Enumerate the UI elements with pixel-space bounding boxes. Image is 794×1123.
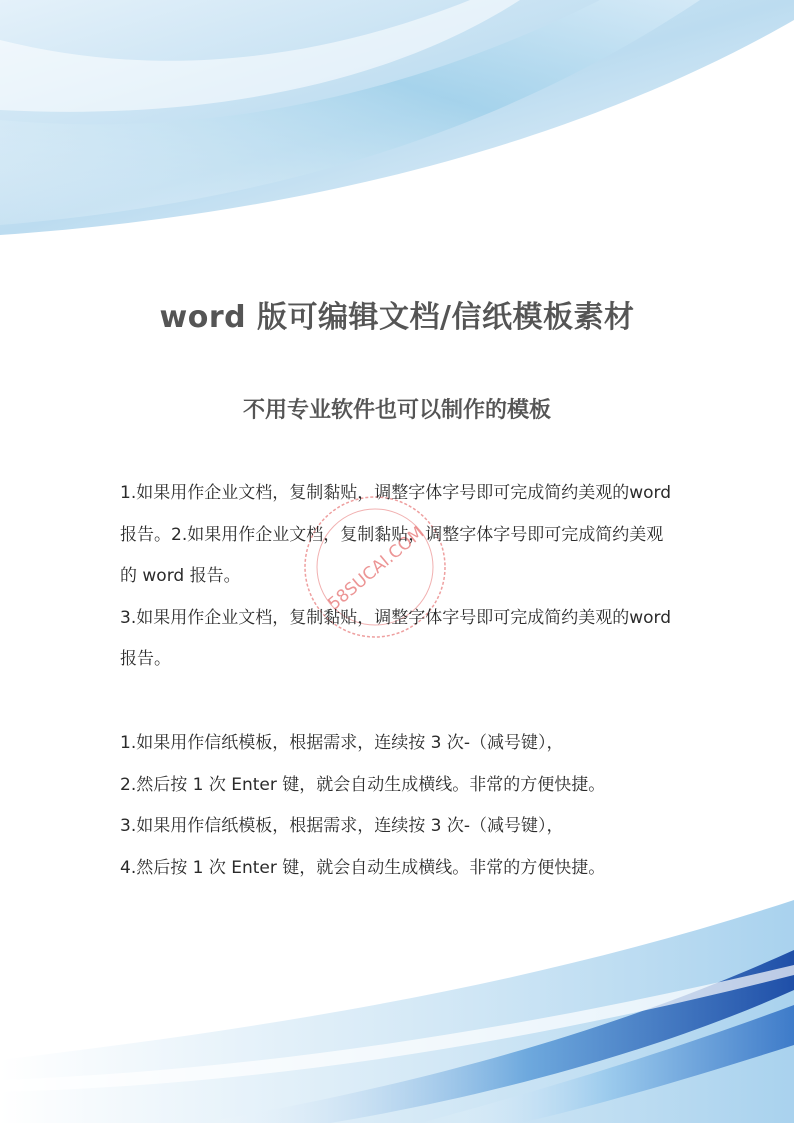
document-title: word 版可编辑文档/信纸模板素材 — [159, 300, 635, 335]
paragraph: 3.如果用作信纸模板，根据需求，连续按 3 次-（减号键）， — [120, 816, 564, 836]
paragraph: 1.如果用作企业文档，复制黏贴，调整字体字号即可完成简约美观的word 报告。2.如果用作企业文档，复制黏贴，调整字体字号即可完成简约美观的 word 报告。 — [120, 483, 672, 586]
body-section-1 — [120, 473, 680, 681]
paragraph: 1.如果用作信纸模板，根据需求，连续按 3 次-（减号键）， — [120, 733, 564, 753]
paragraph: 4.然后按 1 次 Enter 键，就会自动生成横线。非常的方便快捷。 — [120, 857, 606, 878]
top-wave-decoration — [0, 0, 794, 260]
body-section-2 — [120, 723, 680, 889]
paragraph: 2.然后按 1 次 Enter 键，就会自动生成横线。非常的方便快捷。 — [120, 774, 606, 795]
document-subtitle: 不用专业软件也可以制作的模板 — [242, 398, 551, 423]
paragraph: 3.如果用作企业文档，复制黏贴，调整字体字号即可完成简约美观的word 报告。 — [120, 607, 672, 669]
bottom-wave-decoration — [0, 880, 794, 1123]
watermark-text: 58SUCAI.COM — [324, 522, 429, 615]
